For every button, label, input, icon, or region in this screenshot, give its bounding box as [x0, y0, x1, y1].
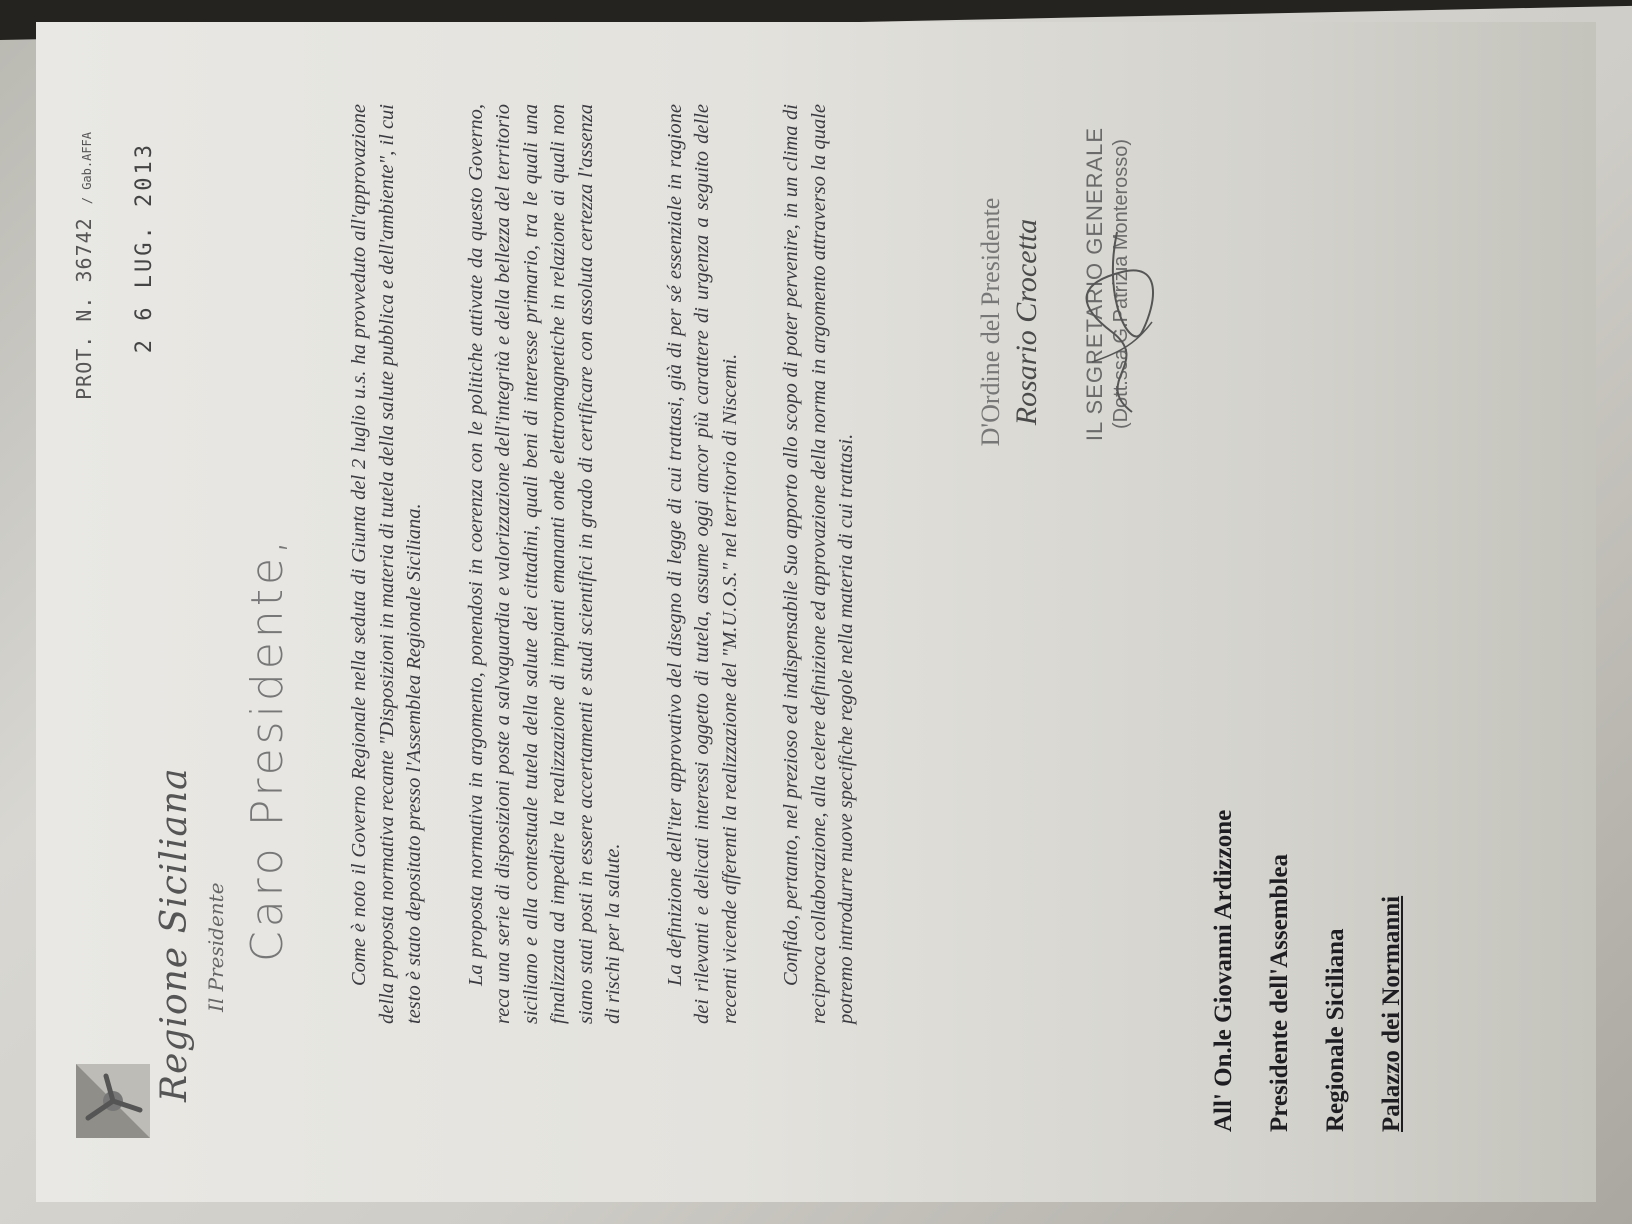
trinacria-icon — [76, 1064, 150, 1138]
salutation: Caro Presidente, — [242, 535, 293, 962]
date-stamp: 2 6 LUG. 2013 — [132, 142, 157, 354]
signature-block — [976, 142, 1044, 502]
protocol-suffix: / Gab.AFFA — [80, 132, 94, 205]
signature-order-line: D'Ordine del Presidente — [976, 197, 1005, 447]
secretary-name: (Dott.ssa G.Patrizia Monterosso) — [1110, 138, 1132, 430]
paragraph-3: La definizione dell'iter approvativo del disegno di legge di cui trattasi, già di per sé essenziale in ragione dei rilevanti e delicati interessi oggetto di tutela, assume oggi ancor più carattere di urgenza a seguito delle recenti vicende afferenti la realizzazione del "M.U.O.S." nel territorio di Niscemi. — [663, 104, 741, 1024]
protocol-number: PROT. N. 36742 — [72, 217, 96, 400]
handwritten-signature — [1072, 222, 1162, 422]
letterhead-role: Il Presidente — [204, 882, 228, 1012]
address-line-2: Presidente dell'Assemblea — [1266, 854, 1293, 1132]
protocol-stamp — [72, 132, 96, 400]
letterhead-name: Regione Siciliana — [154, 767, 195, 1102]
address-line-4: Palazzo dei Normanni — [1378, 895, 1405, 1132]
recipient-address — [1196, 810, 1420, 1132]
signature-name: Rosario Crocetta — [1010, 218, 1043, 426]
paragraph-1: Come è noto il Governo Regionale nella seduta di Giunta del 2 luglio u.s. ha provveduto all'approvazione della proposta normativa recante "Disposizioni in materia di tutela della salute pubblica e dell'ambiente", il cui testo è stato depositato presso l'Assemblea Regionale Siciliana. — [348, 104, 425, 1024]
address-line-1: All' On.le Giovanni Ardizzone — [1210, 809, 1237, 1132]
letter-body — [346, 104, 861, 1024]
secretary-title: IL SEGRETARIO GENERALE — [1082, 126, 1107, 442]
letter-page — [36, 22, 1596, 1202]
paragraph-4: Confido, pertanto, nel prezioso ed indispensabile Suo apporto allo scopo di poter pervenire, in un clima di reciproca collaborazione, alla celere definizione ed approvazione della norma in argomento attraverso la quale potremo introdurre nuove specifiche regole nella materia di cui trattasi. — [780, 104, 857, 1024]
paragraph-2: La proposta normativa in argomento, ponendosi in coerenza con le politiche attivate da questo Governo, reca una serie di disposizioni poste a salvaguardia e valorizzazione dell'integrità e della bellezza del territorio siciliano e alla contestuale tutela della salute dei cittadini, quali beni di interesse primario, tra le quali una finalizzata ad impedire la realizzazione di impianti emananti onde elettromagnetiche in relazione ai quali non siano stati posti in essere accertamenti e studi scientifici in grado di certificare con assoluta certezza l'assenza di rischi per la salute. — [464, 104, 624, 1024]
address-line-3: Regionale Siciliana — [1322, 928, 1349, 1132]
